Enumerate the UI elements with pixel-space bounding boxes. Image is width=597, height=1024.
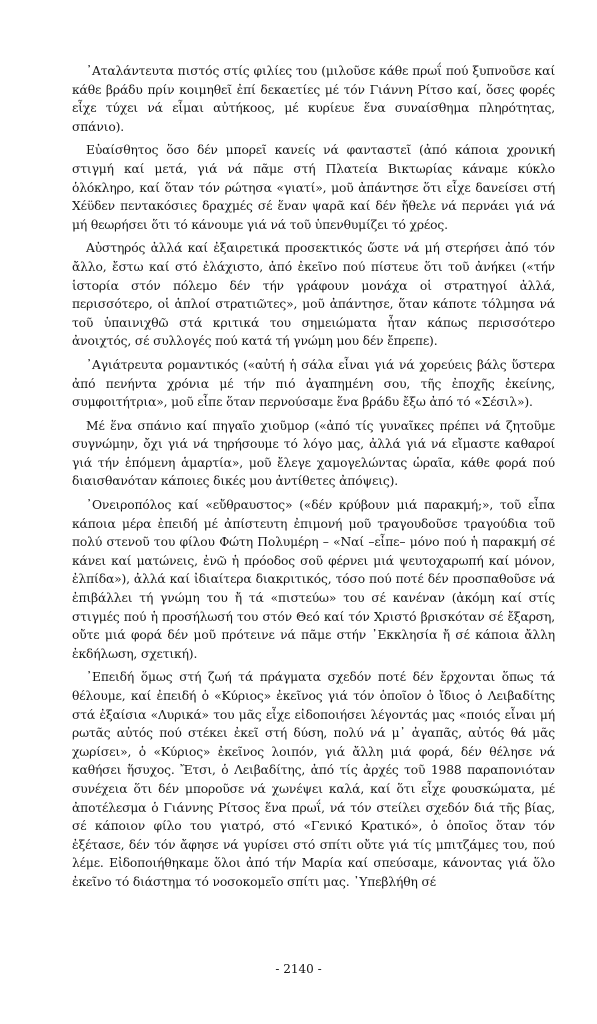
- paragraph: ᾿Αγιάτρευτα ρομαντικός («αὐτή ἡ σάλα εἶναι γιά νά χορεύεις βάλς ὕστερα ἀπό πενήντα χρόνια μέ τήν πιό ἀγαπημένη σου, τῆς ἐποχῆς ἐκείνης, συμφοιτήτρια», μοῦ εἶπε ὅταν περνούσαμε ἕνα βράδυ ἔξω ἀπό τό «Σέσιλ»).: [72, 357, 555, 410]
- paragraph: Αὐστηρός ἀλλά καί ἐξαιρετικά προσεκτικός ὥστε νά μή στερήσει ἀπό τόν ἄλλο, ἔστω καί στό ἐλάχιστο, ἀπό ἐκεῖνο πού πίστευε ὅτι τοῦ ἀνήκει («τήν ἱστορία στόν πόλεμο δέν τήν γράφουν μονάχα οἱ στρατηγοί ἀλλά, περισσότερο, οἱ ἁπλοί στρατιῶτες», μοῦ ἀπάντησε, ὅταν κάποτε τόλμησα νά τοῦ ὑπαινιχθῶ στά κριτικά του σημειώματα ἦταν κάπως περισσότερο ἀνοιχτός, σέ συλλογές πού κατά τή γνώμη μου δέν ἔπρεπε).: [72, 241, 555, 349]
- page-number: - 2140 -: [275, 962, 322, 976]
- paragraph: ᾿Αταλάντευτα πιστός στίς φιλίες του (μιλοῦσε κάθε πρωΐ πού ξυπνοῦσε καί κάθε βράδυ πρίν κοιμηθεῖ ἐπί δεκαετίες μέ τόν Γιάννη Ρίτσο καί, ὅσες φορές εἶχε τύχει νά εἶμαι αὐτήκοος, μέ κυρίευε ἕνα συναίσθημα πληρότητας, σπάνιο).: [72, 64, 555, 134]
- paragraph: Εὐαίσθητος ὅσο δέν μπορεῖ κανείς νά φανταστεῖ (ἀπό κάποια χρονική στιγμή καί μετά, γιά νά πᾶμε στή Πλατεία Βικτωρίας κάναμε κύκλο ὁλόκληρο, καί ὅταν τόν ρώτησα «γιατί», μοῦ ἀπάντησε ὅτι εἶχε δανείσει στή Χέϋδεν πεντακόσιες δραχμές σέ ἕναν ψαρᾶ καί δέν ἤθελε νά περνάει γιά νά μή θεωρήσει ὅτι τό κάνουμε γιά νά τοῦ ὑπενθυμίζει τό χρέος.: [72, 143, 555, 232]
- paragraph: ᾿Ονειροπόλος καί «εὔθραυστος» («δέν κρύβουν μιά παρακμή;», τοῦ εἶπα κάποια μέρα ἐπειδή μέ ἀπίστευτη ἐπιμονή μοῦ τραγουδοῦσε τραγούδια τοῦ πολύ στενοῦ του φίλου Φώτη Πολυμέρη – «Ναί –εἶπε– μόνο πού ἡ παρακμή σέ κάνει καί ματώνεις, ἐνῶ ἡ πρόοδος σοῦ φέρνει μιά ψευτοχαρωπή καί μόνον, ἐλπίδα»), ἀλλά καί ἰδιαίτερα διακριτικός, τόσο πού ποτέ δέν προσπαθοῦσε νά ἐπιβάλλει τή γνώμη του ἤ τά «πιστεύω» του σέ κανέναν (ἀκόμη καί στίς στιγμές πού ἡ προσήλωσή του στόν Θεό καί τόν Χριστό βρισκόταν σέ ἔξαρση, οὔτε μιά φορά δέν μοῦ πρότεινε νά πᾶμε στήν ᾿Εκκλησία ἤ σέ κάποια ἄλλη ἐκδήλωση, σχετική).: [72, 498, 555, 661]
- paragraph: ᾿Επειδή ὅμως στή ζωή τά πράγματα σχεδόν ποτέ δέν ἔρχονται ὅπως τά θέλουμε, καί ἐπειδή ὁ «Κύριος» ἐκεῖνος γιά τόν ὁποῖον ὁ ἴδιος ὁ Λειβαδίτης στά ἐξαίσια «Λυρικά» του μᾶς εἶχε εἰδοποιήσει λέγοντάς μας «ποιός εἶναι μή ρωτᾶς αὐτός πού στέκει ἐκεῖ στή δύση, πολύ νά μ᾿ ἀγαπᾶς, αὐτός θά μᾶς χωρίσει», ὁ «Κύριος» ἐκεῖνος λοιπόν, γιά ἄλλη μιά φορά, δέν θέλησε νά καθήσει ἥσυχος. Ἔτσι, ὁ Λειβαδίτης, ἀπό τίς ἀρχές τοῦ 1988 παραπονιόταν συνέχεια ὅτι δέν μποροῦσε νά χωνέψει καλά, καί ὅτι εἶχε φουσκώματα, μέ ἀποτέλεσμα ὁ Γιάννης Ρίτσος ἕνα πρωΐ, νά τόν στείλει σχεδόν διά τῆς βίας, σέ κάποιον φίλο του γιατρό, στό «Γενικό Κρατικό», ὁ ὁποῖος ὅταν τόν ἐξέτασε, δέν τόν ἄφησε νά γυρίσει στό σπίτι οὔτε γιά τίς μπιτζάμες του, πού λέμε. Εἰδοποιήθηκαμε ὅλοι ἀπό τήν Μαρία καί σπεύσαμε, κάνοντας γιά ὅλο ἐκεῖνο τό διάστημα τό νοσοκομεῖο σπίτι μας. ᾿Υπεβλήθη σέ: [72, 670, 555, 889]
- body-text: [72, 62, 555, 897]
- paragraph: Μέ ἕνα σπάνιο καί πηγαῖο χιοῦμορ («ἀπό τίς γυναῖκες πρέπει νά ζητοῦμε συγνώμην, ὄχι γιά νά τηρήσουμε τό λόγο μας, ἀλλά γιά νά εἴμαστε καθαροί γιά τήν ἑπόμενη ἁμαρτία», μοῦ ἔλεγε χαμογελώντας ὡραῖα, κάθε φορά πού διαισθανόταν κάποιες δικές μου ἀντίθετες ἀπόψεις).: [72, 418, 555, 489]
